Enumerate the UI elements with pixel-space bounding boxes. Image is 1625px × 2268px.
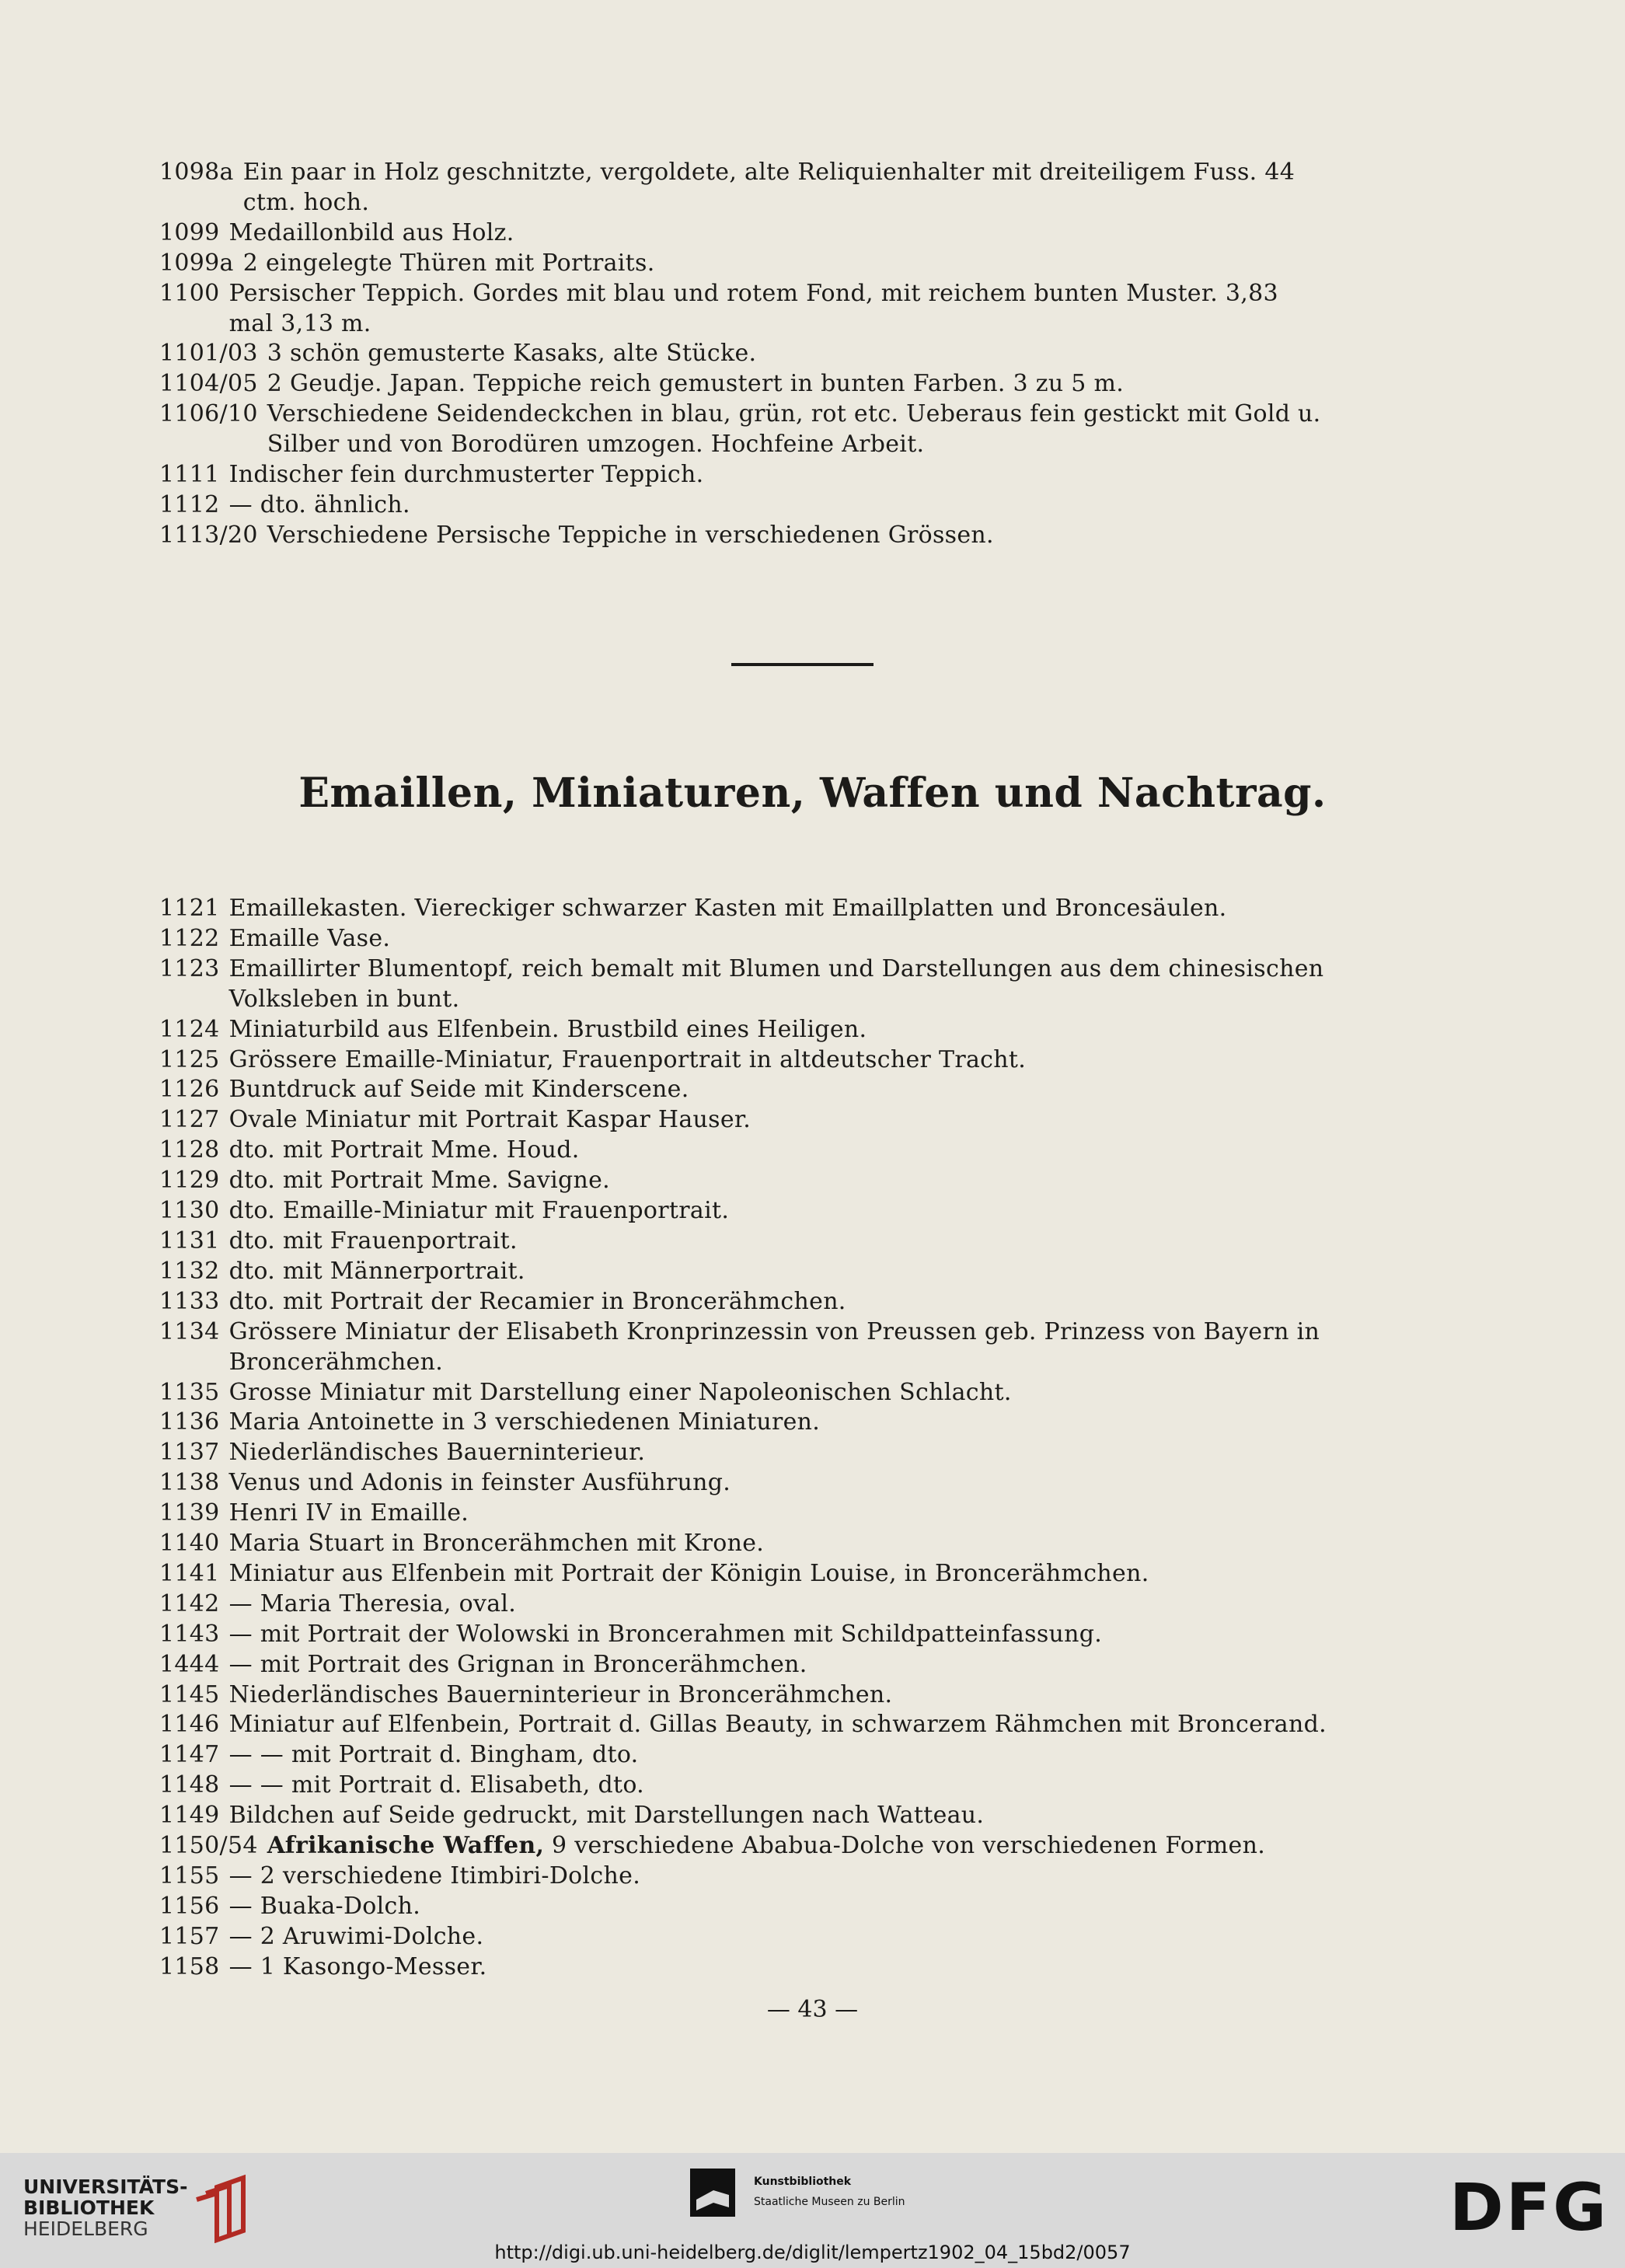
ub-line3: HEIDELBERG xyxy=(23,2217,148,2240)
entry-text xyxy=(229,1892,1453,1922)
catalog-entry xyxy=(159,158,1453,218)
entry-line: Miniatur aus Elfenbein mit Portrait der Königin Louise, in Broncerähmchen. xyxy=(228,1559,1149,1587)
entry-text xyxy=(267,369,1453,400)
entry-text xyxy=(243,158,1453,218)
section-title: Emaillen, Miniaturen, Waffen und Nachtrag. xyxy=(298,769,1327,817)
entry-text xyxy=(229,1468,1453,1499)
section-divider xyxy=(731,663,874,666)
entry-line: Buntdruck auf Seide mit Kinderscene. xyxy=(228,1076,689,1104)
entry-number: 1155 xyxy=(159,1862,220,1889)
entry-line: — — mit Portrait d. Elisabeth, dto. xyxy=(228,1771,644,1799)
catalog-entry xyxy=(159,1499,1453,1529)
entry-text xyxy=(229,460,1453,490)
entry-number: 1150/54 xyxy=(159,1832,258,1860)
entry-text xyxy=(229,1499,1453,1529)
entry-line: Venus und Adonis in feinster Ausführung. xyxy=(228,1469,731,1497)
entry-text xyxy=(229,1257,1453,1287)
catalog-entry xyxy=(159,1922,1453,1952)
entry-number: 1149 xyxy=(159,1802,220,1830)
entry-line: dto. Emaille-Miniatur mit Frauenportrait. xyxy=(228,1197,730,1225)
catalog-entry xyxy=(159,894,1453,924)
entry-text xyxy=(229,1075,1453,1105)
entry-line: 3 schön gemusterte Kasaks, alte Stücke. xyxy=(267,340,757,368)
entry-line: — Maria Theresia, oval. xyxy=(228,1589,517,1617)
permalink-url[interactable]: http://digi.ub.uni-heidelberg.de/diglit/lempertz1902_04_15bd2/0057 xyxy=(494,2242,1131,2263)
entry-number: 1100 xyxy=(159,279,220,307)
entry-text xyxy=(229,1771,1453,1801)
entry-number: 1157 xyxy=(159,1922,220,1950)
entry-line: Grosse Miniatur mit Darstellung einer Napoleonischen Schlacht. xyxy=(228,1378,1012,1406)
entry-number: 1130 xyxy=(159,1197,220,1225)
catalog-entry xyxy=(159,1105,1453,1136)
entry-number: 1125 xyxy=(159,1045,220,1073)
entry-number: 1121 xyxy=(159,895,220,922)
catalog-entry xyxy=(159,1862,1453,1892)
catalog-entry xyxy=(159,924,1453,954)
entry-text xyxy=(229,894,1453,924)
catalog-entry xyxy=(159,1892,1453,1922)
catalog-entry xyxy=(159,521,1453,551)
catalog-entry xyxy=(159,1257,1453,1287)
entry-text xyxy=(229,1317,1453,1378)
entry-number: 1156 xyxy=(159,1892,220,1920)
entry-line: Grössere Miniatur der Elisabeth Kronprinzessin von Preussen geb. Prinzess von Bayern in xyxy=(228,1317,1320,1345)
entry-text xyxy=(229,1166,1453,1196)
catalog-entry xyxy=(159,1378,1453,1408)
catalog-entry xyxy=(159,1529,1453,1559)
entry-line: — Buaka-Dolch. xyxy=(228,1892,421,1920)
entry-number: 1135 xyxy=(159,1378,220,1406)
catalog-entry xyxy=(159,369,1453,400)
entry-text xyxy=(229,954,1453,1015)
catalog-entry xyxy=(159,460,1453,490)
catalog-entry xyxy=(159,1952,1453,1983)
entry-number: 1099 xyxy=(159,218,220,246)
entry-number: 1140 xyxy=(159,1530,220,1558)
entry-text xyxy=(229,1680,1453,1711)
entry-line: Emaille Vase. xyxy=(228,924,391,952)
catalog-entry xyxy=(159,1831,1453,1862)
entry-number: 1148 xyxy=(159,1771,220,1799)
entry-line: dto. mit Frauenportrait. xyxy=(228,1226,518,1254)
entry-text xyxy=(229,1710,1453,1740)
catalog-entry xyxy=(159,1650,1453,1680)
catalog-entry xyxy=(159,249,1453,279)
entry-line: 2 Geudje. Japan. Teppiche reich gemustert in bunten Farben. 3 zu 5 m. xyxy=(267,370,1125,398)
catalog-entry xyxy=(159,1075,1453,1105)
entry-text xyxy=(229,279,1453,340)
entry-text xyxy=(229,490,1453,521)
entry-number: 1136 xyxy=(159,1408,220,1436)
entry-line: Verschiedene Seidendeckchen in blau, grün, rot etc. Ueberaus fein gestickt mit Gold u. xyxy=(267,400,1321,428)
entry-number: 1112 xyxy=(159,490,220,518)
entry-line: dto. mit Männerportrait. xyxy=(228,1257,525,1285)
entry-line: Emaillirter Blumentopf, reich bemalt mit Blumen und Darstellungen aus dem chinesischen xyxy=(228,954,1324,982)
ub-line2: BIBLIOTHEK xyxy=(23,2196,155,2219)
entry-text xyxy=(267,1831,1453,1862)
catalog-entry xyxy=(159,400,1453,460)
entry-line: Miniaturbild aus Elfenbein. Brustbild eines Heiligen. xyxy=(228,1015,867,1043)
entry-number: 1132 xyxy=(159,1257,220,1285)
entry-line: Verschiedene Persische Teppiche in verschiedenen Grössen. xyxy=(267,521,994,549)
top-entry-list xyxy=(159,158,1453,551)
entry-text xyxy=(229,1408,1453,1438)
entry-text xyxy=(229,1559,1453,1589)
entry-text xyxy=(267,521,1453,551)
entry-number: 1106/10 xyxy=(159,400,258,428)
entry-text xyxy=(229,1740,1453,1771)
catalog-entry xyxy=(159,1801,1453,1831)
entry-line: — mit Portrait der Wolowski in Broncerahmen mit Schildpatteinfassung. xyxy=(228,1620,1103,1648)
entry-number: 1142 xyxy=(159,1589,220,1617)
entry-text xyxy=(229,1136,1453,1166)
entry-text xyxy=(229,1801,1453,1831)
catalog-entry xyxy=(159,1710,1453,1740)
entry-number: 1123 xyxy=(159,954,220,982)
catalog-entry xyxy=(159,218,1453,249)
entry-number: 1128 xyxy=(159,1136,220,1164)
entry-line: — 2 Aruwimi-Dolche. xyxy=(228,1922,484,1950)
entry-continuation: mal 3,13 m. xyxy=(228,309,371,337)
catalog-entry xyxy=(159,1620,1453,1650)
entry-continuation: Silber und von Borodüren umzogen. Hochfeine Arbeit. xyxy=(267,431,925,459)
entry-line: Niederländisches Bauerninterieur in Broncerähmchen. xyxy=(228,1680,893,1708)
entry-continuation: ctm. hoch. xyxy=(242,188,370,216)
entry-line: dto. mit Portrait Mme. Houd. xyxy=(228,1136,580,1164)
catalog-entry xyxy=(159,1196,1453,1226)
entry-number: 1104/05 xyxy=(159,370,258,398)
catalog-entry xyxy=(159,954,1453,1015)
entry-number: 1111 xyxy=(159,461,220,489)
ub-line1: UNIVERSITÄTS- xyxy=(23,2176,188,2198)
entry-line: dto. mit Portrait Mme. Savigne. xyxy=(228,1167,610,1195)
entry-number: 1134 xyxy=(159,1317,220,1345)
entry-text xyxy=(229,1529,1453,1559)
entry-text xyxy=(229,1952,1453,1983)
entry-text xyxy=(229,1015,1453,1045)
catalog-entry xyxy=(159,1438,1453,1468)
entry-text xyxy=(229,924,1453,954)
entry-line: Miniatur auf Elfenbein, Portrait d. Gillas Beauty, in schwarzem Rähmchen mit Broncerand. xyxy=(228,1711,1327,1739)
catalog-entry xyxy=(159,1317,1453,1378)
ub-logo-icon xyxy=(195,2173,257,2243)
entry-text xyxy=(229,1287,1453,1317)
catalog-entry xyxy=(159,1226,1453,1257)
catalog-entry xyxy=(159,1287,1453,1317)
catalog-entry xyxy=(159,1166,1453,1196)
catalog-entry xyxy=(159,1740,1453,1771)
entry-number: 1122 xyxy=(159,924,220,952)
entry-text xyxy=(229,1226,1453,1257)
entry-line: Medaillonbild aus Holz. xyxy=(228,218,514,246)
entry-continuation: Volksleben in bunt. xyxy=(228,985,460,1013)
catalog-entry xyxy=(159,490,1453,521)
entry-line: 2 eingelegte Thüren mit Portraits. xyxy=(242,249,655,277)
entry-line: Maria Stuart in Broncerähmchen mit Krone. xyxy=(228,1530,765,1558)
main-entry-list xyxy=(159,894,1453,1983)
catalog-entry xyxy=(159,1589,1453,1620)
entry-text xyxy=(229,1438,1453,1468)
entry-text xyxy=(229,1045,1453,1076)
entry-number: 1444 xyxy=(159,1650,220,1678)
entry-line: Indischer fein durchmusterter Teppich. xyxy=(228,461,704,489)
catalog-entry xyxy=(159,1559,1453,1589)
catalog-entry xyxy=(159,1771,1453,1801)
entry-line: Ovale Miniatur mit Portrait Kaspar Hauser. xyxy=(228,1106,751,1134)
entry-number: 1137 xyxy=(159,1439,220,1467)
entry-number: 1126 xyxy=(159,1076,220,1104)
page-number: — 43 — xyxy=(766,1996,859,2023)
entry-number: 1147 xyxy=(159,1741,220,1769)
entry-number: 1143 xyxy=(159,1620,220,1648)
catalog-entry xyxy=(159,1136,1453,1166)
entry-number: 1158 xyxy=(159,1952,220,1980)
catalog-entry xyxy=(159,279,1453,340)
kb-sub: Staatliche Museen zu Berlin xyxy=(754,2196,905,2208)
catalog-entry xyxy=(159,1408,1453,1438)
entry-text xyxy=(229,1922,1453,1952)
kunstbibliothek-icon xyxy=(690,2169,735,2217)
entry-line: Grössere Emaille-Miniatur, Frauenportrait in altdeutscher Tracht. xyxy=(228,1045,1027,1073)
entry-line: Ein paar in Holz geschnitzte, vergoldete, alte Reliquienhalter mit dreiteiligem Fuss. 44 xyxy=(242,159,1295,186)
catalog-entry xyxy=(159,1680,1453,1711)
entry-number: 1145 xyxy=(159,1680,220,1708)
entry-continuation: Broncerähmchen. xyxy=(228,1348,444,1376)
entry-line: Emaillekasten. Viereckiger schwarzer Kasten mit Emaillplatten und Broncesäulen. xyxy=(228,895,1227,922)
entry-number: 1133 xyxy=(159,1287,220,1315)
entry-text xyxy=(229,1862,1453,1892)
entry-line: Persischer Teppich. Gordes mit blau und rotem Fond, mit reichem bunten Muster. 3,83 xyxy=(228,279,1278,307)
entry-line: 9 verschiedene Ababua-Dolche von verschiedenen Formen. xyxy=(544,1832,1266,1860)
entry-text xyxy=(229,1105,1453,1136)
catalog-entry xyxy=(159,339,1453,369)
entry-line: Henri IV in Emaille. xyxy=(228,1499,469,1527)
catalog-entry xyxy=(159,1468,1453,1499)
entry-line: Niederländisches Bauerninterieur. xyxy=(228,1439,646,1467)
entry-text xyxy=(267,400,1453,460)
entry-line: — dto. ähnlich. xyxy=(228,490,410,518)
kunstbibliothek-logo[interactable] xyxy=(690,2169,905,2217)
kb-name: Kunstbibliothek xyxy=(754,2176,852,2188)
entry-line: — 1 Kasongo-Messer. xyxy=(228,1952,487,1980)
entry-number: 1138 xyxy=(159,1469,220,1497)
entry-line: dto. mit Portrait der Recamier in Broncerähmchen. xyxy=(228,1287,846,1315)
entry-number: 1113/20 xyxy=(159,521,258,549)
entry-line: Maria Antoinette in 3 verschiedenen Miniaturen. xyxy=(228,1408,821,1436)
ub-heidelberg-logo[interactable] xyxy=(23,2176,257,2243)
dfg-logo[interactable]: DFG xyxy=(1449,2169,1609,2245)
entry-number: 1146 xyxy=(159,1711,220,1739)
entry-text xyxy=(229,218,1453,249)
entry-line: — mit Portrait des Grignan in Broncerähmchen. xyxy=(228,1650,807,1678)
entry-text xyxy=(229,1196,1453,1226)
entry-number: 1139 xyxy=(159,1499,220,1527)
entry-number: 1098a xyxy=(159,159,234,186)
entry-number: 1127 xyxy=(159,1106,220,1134)
entry-number: 1141 xyxy=(159,1559,220,1587)
entry-line: — — mit Portrait d. Bingham, dto. xyxy=(228,1741,639,1769)
entry-number: 1124 xyxy=(159,1015,220,1043)
catalog-entry xyxy=(159,1015,1453,1045)
entry-bold-text: Afrikanische Waffen, xyxy=(267,1832,545,1860)
entry-text xyxy=(229,1620,1453,1650)
entry-number: 1099a xyxy=(159,249,234,277)
entry-line: — 2 verschiedene Itimbiri-Dolche. xyxy=(228,1862,641,1889)
entry-number: 1129 xyxy=(159,1167,220,1195)
entry-text xyxy=(229,1650,1453,1680)
entry-text xyxy=(267,339,1453,369)
entry-number: 1101/03 xyxy=(159,340,258,368)
entry-text xyxy=(229,1589,1453,1620)
entry-text xyxy=(229,1378,1453,1408)
entry-number: 1131 xyxy=(159,1226,220,1254)
catalog-entry xyxy=(159,1045,1453,1076)
entry-text xyxy=(243,249,1453,279)
entry-line: Bildchen auf Seide gedruckt, mit Darstellungen nach Watteau. xyxy=(228,1802,985,1830)
